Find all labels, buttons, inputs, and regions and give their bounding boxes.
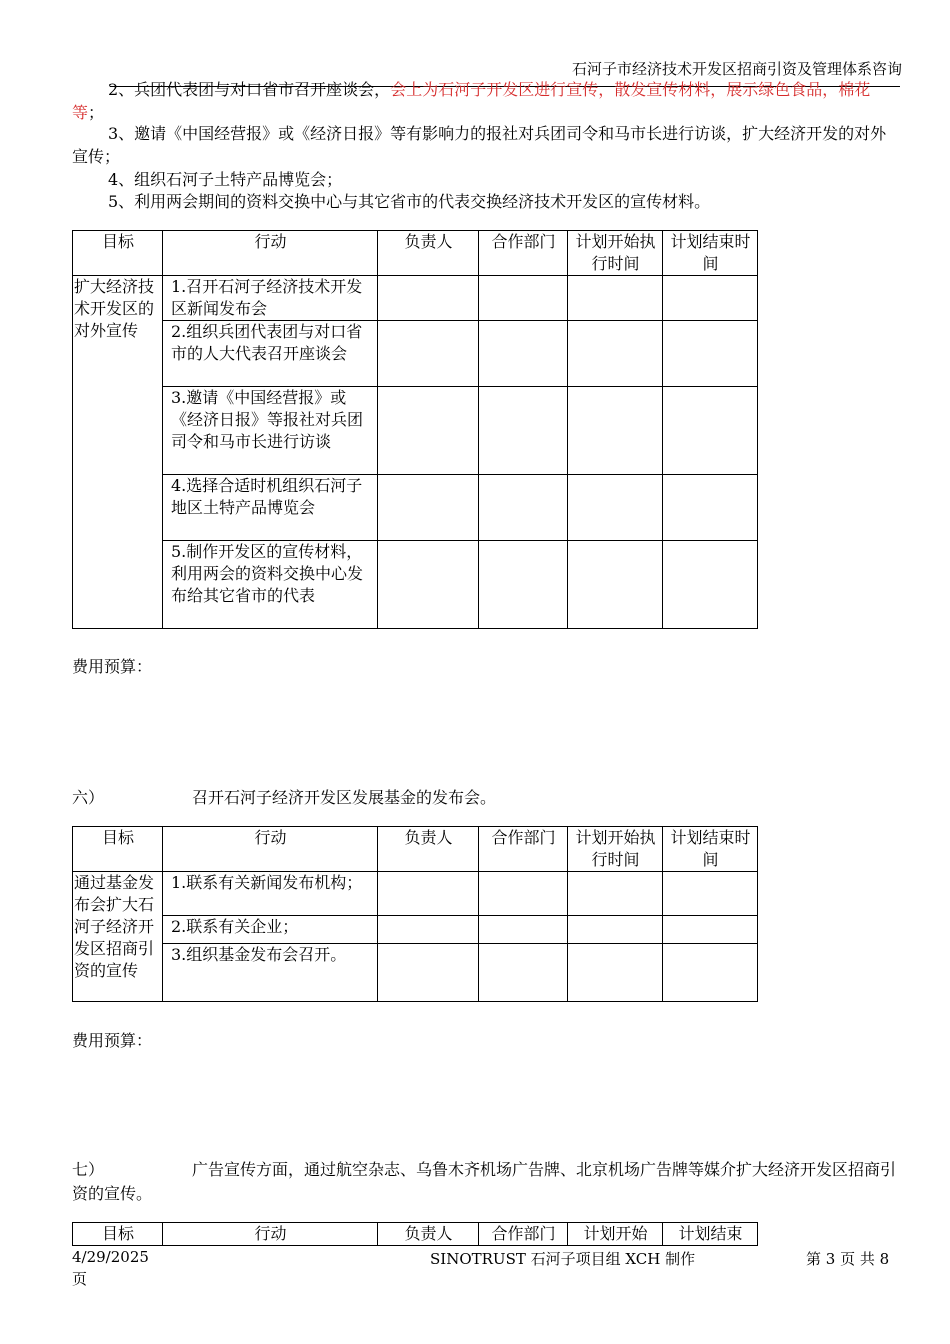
start-cell <box>568 321 663 387</box>
partner-cell <box>479 541 568 629</box>
footer-page: 第 3 页 共 8 <box>806 1250 890 1268</box>
intro-item-2-text: 2、兵团代表团与对口省市召开座谈会， <box>108 80 391 99</box>
end-cell <box>663 872 758 916</box>
owner-cell <box>378 916 479 944</box>
owner-cell <box>378 475 479 541</box>
partner-cell <box>479 916 568 944</box>
header-partner: 合作部门 <box>479 231 568 276</box>
action-cell: 4.选择合适时机组织石河子地区土特产品博览会 <box>163 475 378 541</box>
action-cell: 3.组织基金发布会召开。 <box>163 944 378 1002</box>
end-cell <box>663 321 758 387</box>
footer-date: 4/29/2025 <box>72 1248 149 1266</box>
header-owner: 负责人 <box>378 827 479 872</box>
plan-table-1 <box>72 230 758 629</box>
start-cell <box>568 872 663 916</box>
section-7 <box>72 1158 902 1206</box>
header-goal: 目标 <box>73 827 163 872</box>
end-cell <box>663 944 758 1002</box>
section-7-text: 广告宣传方面，通过航空杂志、乌鲁木齐机场广告牌、北京机场广告牌等媒介扩大经济开发区招商引资的宣传。 <box>72 1160 897 1203</box>
partner-cell <box>479 387 568 475</box>
header-action: 行动 <box>163 1223 378 1246</box>
action-cell: 3.邀请《中国经营报》或《经济日报》等报社对兵团司令和马市长进行访谈 <box>163 387 378 475</box>
partner-cell <box>479 944 568 1002</box>
section-6-number: 六） <box>72 788 105 807</box>
action-cell: 2.联系有关企业； <box>163 916 378 944</box>
header-end: 计划结束时间 <box>663 827 758 872</box>
owner-cell <box>378 944 479 1002</box>
budget-label-2: 费用预算： <box>72 1031 153 1050</box>
header-partner: 合作部门 <box>479 827 568 872</box>
intro-item-3: 3、邀请《中国经营报》或《经济日报》等有影响力的报社对兵团司令和马市长进行访谈，扩大经济开发的对外宣传； <box>72 124 887 166</box>
action-cell: 1.召开石河子经济技术开发区新闻发布会 <box>163 276 378 321</box>
owner-cell <box>378 541 479 629</box>
intro-item-2-highlight: 会上为石河子开发区进行宣传，散发宣传材料，展示绿色食品，棉花等 <box>72 80 871 122</box>
header-start: 计划开始执行时间 <box>568 827 663 872</box>
intro-item-2 <box>72 78 902 124</box>
end-cell <box>663 387 758 475</box>
header-goal: 目标 <box>73 231 163 276</box>
partner-cell <box>479 475 568 541</box>
intro-item-2-end: ； <box>88 103 105 122</box>
goal-cell: 通过基金发布会扩大石河子经济开发区招商引资的宣传 <box>73 872 163 1002</box>
start-cell <box>568 916 663 944</box>
header-action: 行动 <box>163 231 378 276</box>
owner-cell <box>378 387 479 475</box>
footer-center: SINOTRUST 石河子项目组 XCH 制作 <box>430 1250 696 1268</box>
owner-cell <box>378 321 479 387</box>
end-cell <box>663 541 758 629</box>
header-start: 计划开始 <box>568 1223 663 1246</box>
section-6 <box>72 785 496 808</box>
intro-item-5: 5、利用两会期间的资料交换中心与其它省市的代表交换经济技术开发区的宣传材料。 <box>108 192 711 211</box>
action-cell: 5.制作开发区的宣传材料，利用两会的资料交换中心发布给其它省市的代表 <box>163 541 378 629</box>
header-end: 计划结束 <box>663 1223 758 1246</box>
owner-cell <box>378 872 479 916</box>
header-goal: 目标 <box>73 1223 163 1246</box>
partner-cell <box>479 872 568 916</box>
header-action: 行动 <box>163 827 378 872</box>
action-cell: 2.组织兵团代表团与对口省市的人大代表召开座谈会 <box>163 321 378 387</box>
end-cell <box>663 276 758 321</box>
start-cell <box>568 475 663 541</box>
header-start: 计划开始执行时间 <box>568 231 663 276</box>
footer-page-continued: 页 <box>72 1270 88 1288</box>
header-end: 计划结束时间 <box>663 231 758 276</box>
start-cell <box>568 944 663 1002</box>
partner-cell <box>479 276 568 321</box>
start-cell <box>568 541 663 629</box>
header-owner: 负责人 <box>378 1223 479 1246</box>
section-7-number: 七） <box>72 1160 105 1179</box>
owner-cell <box>378 276 479 321</box>
plan-table-2 <box>72 826 758 1002</box>
header-owner: 负责人 <box>378 231 479 276</box>
goal-cell: 扩大经济技术开发区的对外宣传 <box>73 276 163 629</box>
action-cell: 1.联系有关新闻发布机构； <box>163 872 378 916</box>
partner-cell <box>479 321 568 387</box>
intro-item-4: 4、组织石河子土特产品博览会； <box>108 170 343 189</box>
end-cell <box>663 916 758 944</box>
document-header-title: 石河子市经济技术开发区招商引资及管理体系咨询 <box>571 60 902 78</box>
start-cell <box>568 387 663 475</box>
start-cell <box>568 276 663 321</box>
budget-label-1: 费用预算： <box>72 657 153 676</box>
end-cell <box>663 475 758 541</box>
section-6-text: 召开石河子经济开发区发展基金的发布会。 <box>192 788 497 807</box>
plan-table-3 <box>72 1222 758 1246</box>
header-partner: 合作部门 <box>479 1223 568 1246</box>
